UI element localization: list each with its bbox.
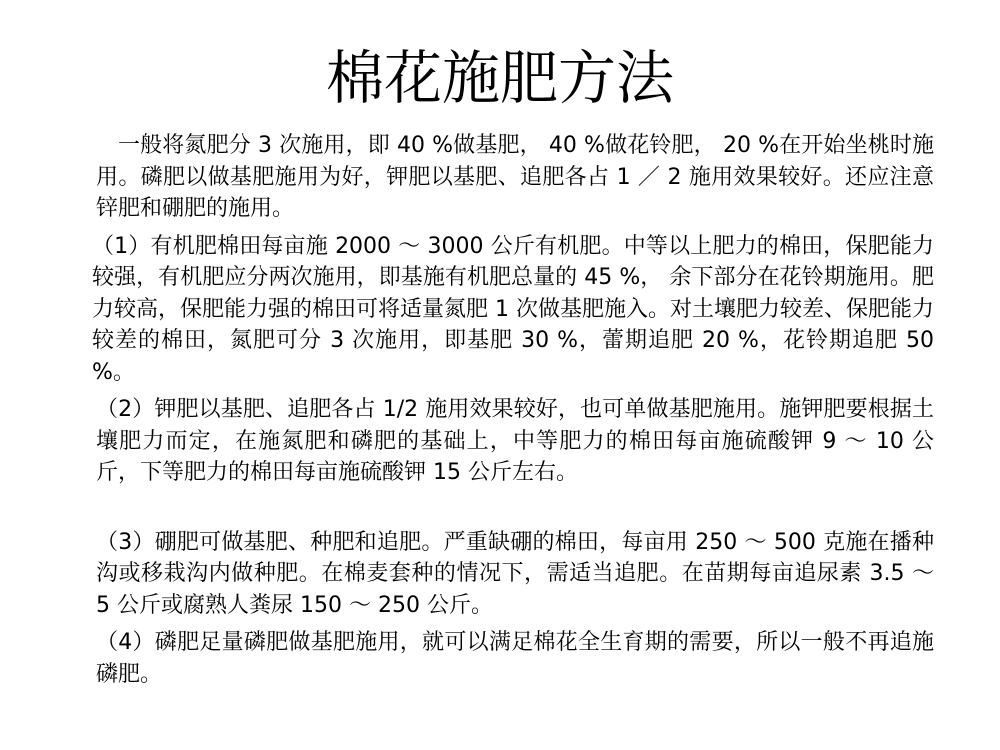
paragraph-boron-fertilizer: （3）硼肥可做基肥、种肥和追肥。严重缺硼的棉田，每亩用 250 ～ 500 克施在播种沟或移栽沟内做种肥。在棉麦套种的情况下，需适当追肥。在苗期每亩追尿素 3.5 ～ 5 公斤或腐熟人粪尿 150 ～ 250 公斤。	[96, 529, 934, 618]
paragraph-phosphate-fertilizer: （4）磷肥足量磷肥做基肥施用，就可以满足棉花全生育期的需要，所以一般不再追施磷肥。	[96, 630, 934, 687]
paragraph-potassium-fertilizer: （2）钾肥以基肥、追肥各占 1/2 施用效果较好，也可单做基肥施用。施钾肥要根据土壤肥力而定，在施氮肥和磷肥的基础上，中等肥力的棉田每亩施硫酸钾 9 ～ 10 公斤，下等肥力的棉田每亩施硫酸钾 15 公斤左右。	[96, 397, 934, 485]
slide-body	[92, 130, 934, 696]
paragraph-organic-fertilizer: （1）有机肥棉田每亩施 2000 ～ 3000 公斤有机肥。中等以上肥力的棉田，保肥能力较强，有机肥应分两次施用，即基施有机肥总量的 45 %， 余下部分在花铃期施用。肥力较高，保肥能力强的棉田可将适量氮肥 1 次做基肥施入。对土壤肥力较差、保肥能力较差的棉田，氮肥可分 3 次施用，即基肥 30 %，蕾期追肥 20 %，花铃期追肥 50 %。	[92, 233, 934, 385]
intro-paragraph: 一般将氮肥分 3 次施用，即 40 %做基肥， 40 %做花铃肥， 20 %在开始坐桃时施用。磷肥以做基肥施用为好，钾肥以基肥、追肥各占 1 ／ 2 施用效果较好。还应注意锌肥和硼肥的施用。	[96, 133, 934, 221]
slide-title: 棉花施肥方法	[325, 44, 674, 112]
